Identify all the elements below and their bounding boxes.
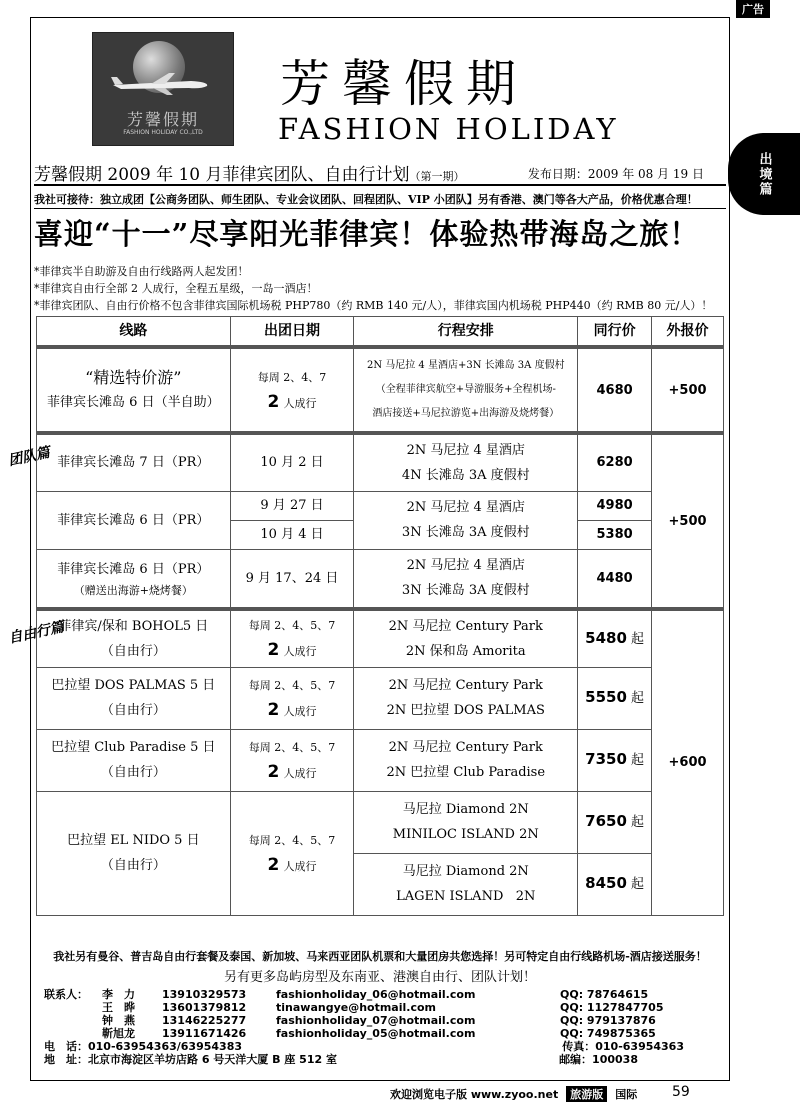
route-cell (37, 667, 231, 729)
trade-price: 4680 (578, 347, 652, 433)
contact-name: 王 晔 (102, 1001, 135, 1014)
browse-link[interactable]: 欢迎浏览电子版 www.zyoo.net (390, 1088, 559, 1101)
notes-list (34, 263, 712, 314)
departure-date: 每周 2、4、7 (257, 370, 327, 384)
itinerary-line: MINILOC ISLAND 2N (392, 827, 539, 842)
itinerary-line: （全程菲律宾航空+导游服务+全程机场- (375, 384, 556, 395)
itinerary-cell (354, 853, 578, 915)
itinerary-cell (354, 609, 578, 667)
retail-markup: +600 (652, 609, 724, 915)
contact-email[interactable]: tinawangye@hotmail.com (276, 1001, 436, 1014)
price-from: 起 (631, 877, 645, 892)
airplane-icon (111, 73, 211, 95)
contacts-block (44, 988, 690, 1066)
free-section-label: 自由行篇 (7, 619, 66, 647)
date-cell (230, 791, 354, 915)
section-tab: 出境篇 (728, 133, 800, 215)
trade-price-cell (578, 667, 652, 729)
intro-text: 我社可接待：独立成团【公商务团队、师生团队、专业会议团队、回程团队、VIP 小团队】另有香港、澳门等各大产品，价格优惠合理！ (34, 193, 698, 206)
route-note: （赠送出海游+烧烤餐） (73, 583, 193, 597)
date-cell (230, 667, 354, 729)
contact-qq: QQ: 749875365 (560, 1027, 656, 1040)
trade-price: 7350 (585, 750, 627, 768)
min-suffix: 人成行 (283, 396, 317, 410)
min-suffix: 人成行 (283, 704, 317, 718)
min-people: 2 (267, 640, 280, 661)
itinerary-line: 2N 马尼拉 4 星酒店 (406, 442, 525, 458)
date-cell (230, 729, 354, 791)
itinerary-line: 3N 长滩岛 3A 度假村 (401, 525, 530, 540)
itinerary-line: 3N 长滩岛 3A 度假村 (401, 583, 530, 599)
route-name: 菲律宾长滩岛 6 日（半自助） (47, 395, 220, 410)
header-date: 出团日期 (230, 317, 354, 348)
trade-price: 6280 (578, 433, 652, 491)
min-suffix: 人成行 (283, 766, 317, 780)
itinerary-line: 酒店接送+马尼拉游览+出海游及烧烤餐） (372, 408, 560, 419)
brand-name-en: FASHION HOLIDAY (278, 112, 619, 146)
route-type: （自由行） (100, 765, 166, 780)
table-row (37, 549, 724, 609)
plan-issue: （第一期） (409, 170, 465, 183)
contact-email[interactable]: fashionholiday_05@hotmail.com (276, 1027, 476, 1040)
contact-name: 靳旭龙 (102, 1027, 135, 1040)
route-type: （自由行） (100, 703, 166, 718)
logo-text: 芳馨假期 (126, 110, 199, 129)
contact-phone: 13146225277 (162, 1014, 247, 1027)
price-from: 起 (631, 753, 645, 768)
table-header (37, 317, 724, 348)
office-phone: 电 话：010-63954363/63954383 (44, 1040, 243, 1053)
header-retail-markup: 外报价 (652, 317, 724, 348)
paper-section: 旅游版 (566, 1086, 607, 1102)
route-cell: 菲律宾长滩岛 7 日（PR） (37, 433, 231, 491)
table-row (37, 729, 724, 791)
table-row (37, 347, 724, 433)
headline: 喜迎“十一”尽享阳光菲律宾！体验热带海岛之旅！ (34, 217, 700, 251)
special-tag: “精选特价游” (85, 368, 182, 387)
table-row (37, 491, 724, 520)
itinerary-line: 2N 保和岛 Amorita (405, 643, 526, 659)
departure-date: 每周 2、4、5、7 (248, 833, 336, 847)
itinerary-cell (354, 729, 578, 791)
min-suffix: 人成行 (283, 645, 317, 659)
trade-price: 5550 (585, 688, 627, 706)
date-cell: 9 月 27 日 (230, 491, 354, 520)
route-name: 菲律宾长滩岛 6 日（PR） (57, 561, 210, 577)
contacts-label: 联系人： (44, 988, 88, 1001)
itinerary-cell (354, 433, 578, 491)
route-cell (37, 609, 231, 667)
divider (34, 208, 726, 209)
contact-email[interactable]: fashionholiday_07@hotmail.com (276, 1014, 476, 1027)
itinerary-line: 马尼拉 Diamond 2N (402, 864, 529, 879)
price-from: 起 (631, 691, 645, 706)
min-people: 2 (267, 761, 280, 782)
route-cell (37, 729, 231, 791)
footer-more: 另有更多岛屿房型及东南亚、港澳自由行、团队计划！ (223, 970, 536, 985)
itinerary-cell (354, 347, 578, 433)
table-row (37, 433, 724, 491)
trade-price: 7650 (585, 812, 627, 830)
section-name: 国际 (615, 1088, 638, 1101)
footer-message: 我社另有曼谷、普吉岛自由行套餐及泰国、新加坡、马来西亚团队机票和大量团房共您选择！另可特定自由行线路机场-酒店接送服务！ (53, 950, 707, 963)
brand-name-cn: 芳馨假期 (280, 55, 528, 113)
contact-qq: QQ: 979137876 (560, 1014, 656, 1027)
table-row (37, 667, 724, 729)
route-name: 巴拉望 EL NIDO 5 日 (67, 833, 200, 848)
itinerary-line: 4N 长滩岛 3A 度假村 (401, 467, 530, 483)
note-item: *菲律宾团队、自由行价格不包含菲律宾国际机场税 PHP780（约 RMB 140 元/人），菲律宾国内机场税 PHP440（约 RMB 80 元/人）！ (34, 299, 713, 312)
trade-price: 5380 (578, 520, 652, 549)
itinerary-line: 2N 巴拉望 Club Paradise (386, 765, 546, 780)
contact-name: 钟 燕 (102, 1014, 135, 1027)
divider (34, 184, 726, 186)
publish-date: 发布日期：2009 年 08 月 19 日 (527, 167, 704, 181)
trade-price: 4480 (578, 549, 652, 609)
route-name: 菲律宾/保和 BOHOL5 日 (58, 618, 209, 634)
fax: 传真：010-63954363 (562, 1040, 684, 1053)
trade-price-cell (578, 609, 652, 667)
trade-price-cell (578, 729, 652, 791)
trade-price-cell (578, 791, 652, 853)
header-route: 线路 (37, 317, 231, 348)
itinerary-line: 2N 马尼拉 4 星酒店+3N 长滩岛 3A 度假村 (366, 360, 565, 371)
contact-name: 李 力 (102, 988, 135, 1001)
itinerary-cell (354, 491, 578, 549)
contact-qq: QQ: 78764615 (560, 988, 649, 1001)
departure-date: 每周 2、4、5、7 (248, 619, 336, 633)
date-cell (230, 347, 354, 433)
note-item: *菲律宾自由行全部 2 人成行，全程五星级，一岛一酒店！ (34, 282, 318, 295)
header-itinerary: 行程安排 (354, 317, 578, 348)
itinerary-cell (354, 549, 578, 609)
itinerary-line: 2N 马尼拉 Century Park (388, 678, 543, 693)
min-people: 2 (267, 391, 280, 412)
itinerary-line: 马尼拉 Diamond 2N (402, 802, 529, 817)
route-type: （自由行） (100, 643, 166, 659)
min-people: 2 (267, 854, 280, 875)
trade-price: 5480 (585, 628, 627, 647)
min-people: 2 (267, 699, 280, 720)
plan-title-text: 芳馨假期 2009 年 10 月菲律宾团队、自由行计划 (34, 165, 410, 185)
route-type: （自由行） (100, 858, 166, 873)
contact-phone: 13910329573 (162, 988, 247, 1001)
logo-subtext: FASHION HOLIDAY CO.,LTD (123, 129, 203, 136)
price-from: 起 (631, 631, 645, 647)
table-row (37, 609, 724, 667)
header-trade-price: 同行价 (578, 317, 652, 348)
date-cell: 10 月 4 日 (230, 520, 354, 549)
itinerary-line: 2N 马尼拉 Century Park (388, 618, 543, 634)
plan-title (34, 160, 465, 185)
route-cell (37, 549, 231, 609)
itinerary-line: 2N 马尼拉 4 星酒店 (406, 558, 525, 574)
route-cell (37, 347, 231, 433)
itinerary-cell (354, 791, 578, 853)
route-cell (37, 791, 231, 915)
contact-qq: QQ: 1127847705 (560, 1001, 664, 1014)
table-row (37, 791, 724, 853)
tour-table (36, 316, 724, 916)
note-item: *菲律宾半自助游及自由行线路两人起发团！ (34, 265, 249, 278)
price-from: 起 (631, 815, 645, 830)
retail-markup: +500 (652, 347, 724, 433)
route-name: 巴拉望 Club Paradise 5 日 (51, 740, 216, 755)
contact-email[interactable]: fashionholiday_06@hotmail.com (276, 988, 476, 1001)
itinerary-line: 2N 巴拉望 DOS PALMAS (386, 703, 545, 718)
date-cell (230, 609, 354, 667)
min-suffix: 人成行 (283, 859, 317, 873)
contact-phone: 13601379812 (162, 1001, 247, 1014)
departure-date: 每周 2、4、5、7 (248, 740, 336, 754)
itinerary-line: 2N 马尼拉 4 星酒店 (406, 500, 525, 515)
departure-date: 每周 2、4、5、7 (248, 678, 336, 692)
date-cell: 10 月 2 日 (230, 433, 354, 491)
group-section-label: 团队篇 (7, 444, 52, 470)
ad-label: 广告 (736, 0, 770, 18)
postcode: 邮编：100038 (559, 1053, 638, 1066)
address: 地 址：北京市海淀区羊坊店路 6 号天洋大厦 B 座 512 室 (44, 1053, 337, 1066)
page-number: 59 (672, 1084, 690, 1100)
route-cell: 菲律宾长滩岛 6 日（PR） (37, 491, 231, 549)
trade-price-cell (578, 853, 652, 915)
itinerary-cell (354, 667, 578, 729)
route-name: 巴拉望 DOS PALMAS 5 日 (51, 678, 216, 693)
trade-price: 8450 (585, 874, 627, 892)
itinerary-line: LAGEN ISLAND 2N (396, 889, 536, 904)
trade-price: 4980 (578, 491, 652, 520)
retail-markup: +500 (652, 433, 724, 609)
date-cell: 9 月 17、24 日 (230, 549, 354, 609)
contact-phone: 13911671426 (162, 1027, 247, 1040)
company-logo (92, 32, 234, 146)
itinerary-line: 2N 马尼拉 Century Park (388, 740, 543, 755)
